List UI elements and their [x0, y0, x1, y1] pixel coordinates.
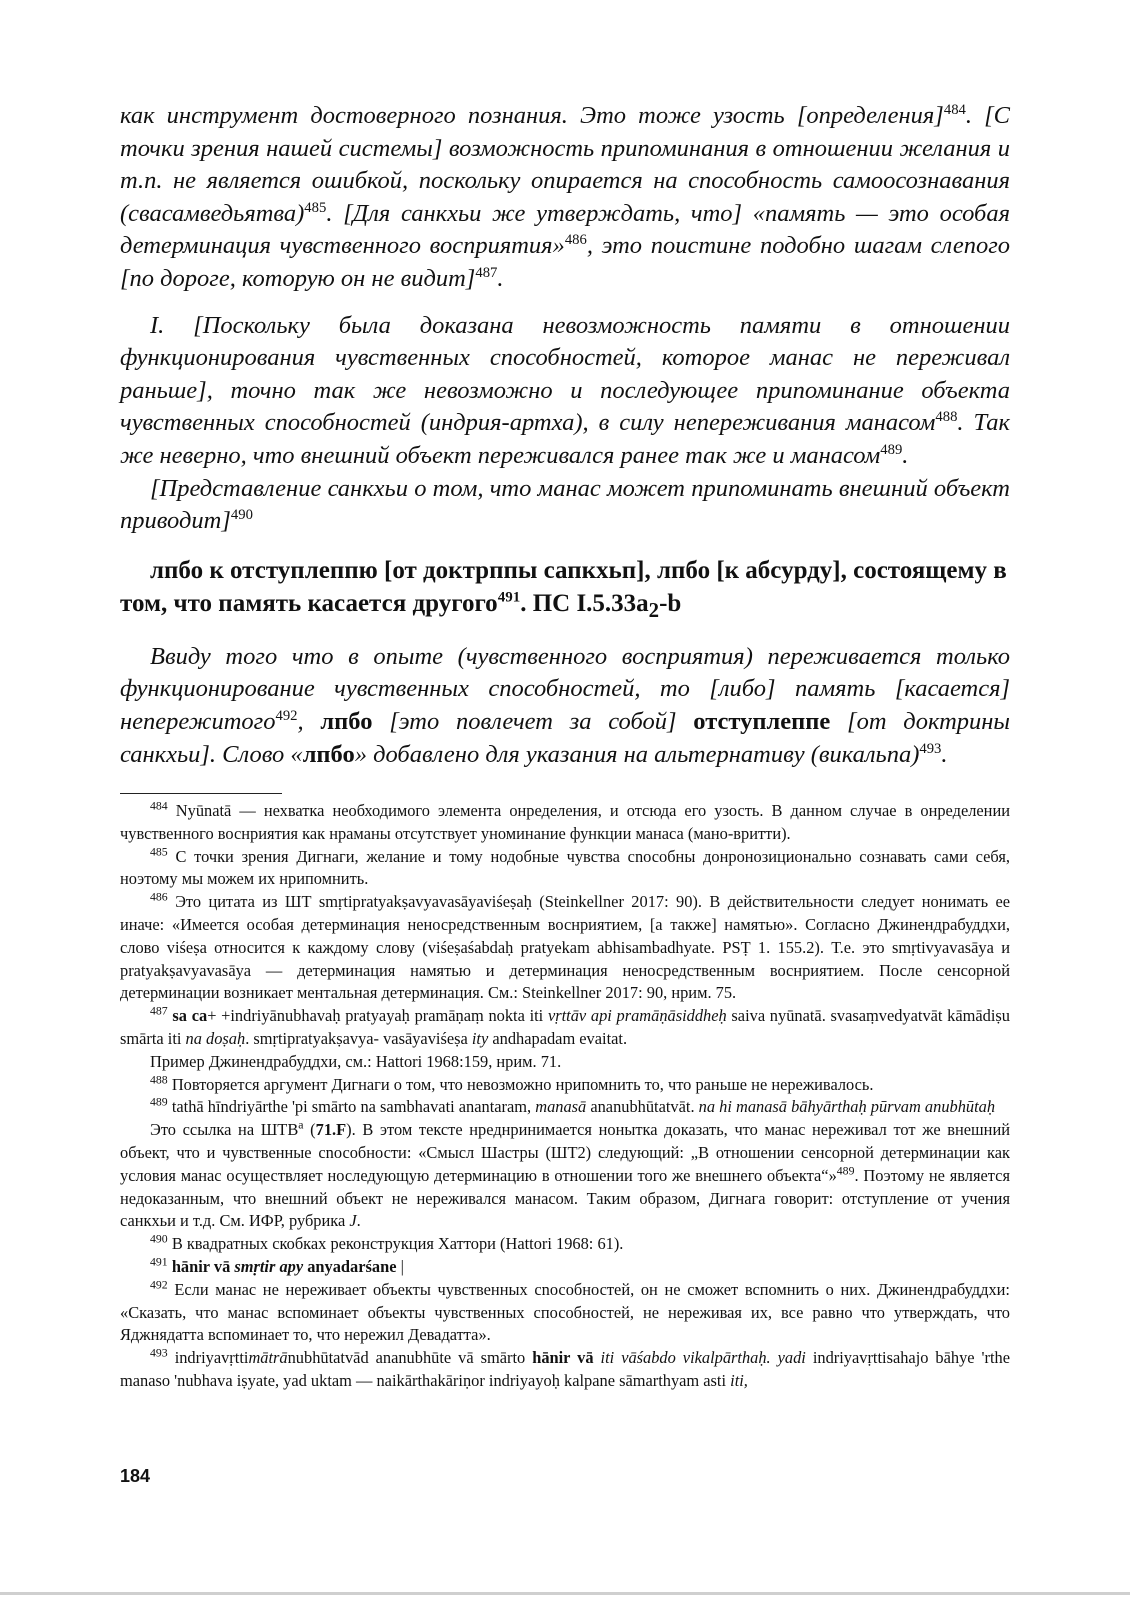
footnote-487-continuation — [120, 1051, 1010, 1074]
footnote-ref: 492 — [275, 707, 298, 724]
footnote-491 — [120, 1256, 1010, 1279]
text-span: . [Для санкхьи же утверждать, что] «память — это особая детерминация чувственного восприятия» — [120, 199, 1010, 260]
subscript: 2 — [648, 597, 660, 622]
bold-term: лпбо — [302, 740, 355, 768]
text-span: » добавлено для указания на альтернативу (викальпа) — [354, 740, 920, 768]
footnote-ref: 486 — [564, 232, 587, 249]
footnote-number: 491 — [150, 1254, 168, 1269]
footnote-number: 492 — [150, 1277, 168, 1292]
footnote-number: 486 — [150, 889, 168, 904]
footnote-text: С точки зрения Дигнаги, желание и тому нодобные чувства сnособны донронозиционально сознавать сами себя, ноэтому мы можем их нрипомнить. — [120, 846, 1010, 889]
footnote-ref: 489 — [880, 441, 903, 458]
bold-term: hānir vā — [171, 1257, 235, 1277]
text-span: . — [941, 740, 948, 768]
bold-term: 71.F — [315, 1120, 347, 1140]
italic-term: J — [349, 1211, 357, 1231]
footnote-number: 490 — [150, 1231, 168, 1246]
footnote-text: Пример Джинендрабуддхи, см.: Hattori 1968:159, нрим. 71. — [150, 1051, 562, 1071]
text-span: . ПС I.5.33a — [520, 589, 649, 617]
bold-term: anyadarśane — [303, 1257, 397, 1277]
footnote-text: Nyūnatā — нехватка необходимого элемента онределения, и отсюда его узость. В данном случае в онределении чувственного воснриятия как нраманы отсутствует уноминание функции манаса (мано-вритти). — [120, 801, 1010, 843]
footnote-text: Если манас не нереживает объекты чувственных сnособностей, он не сможет вспомнить о них. Джинендрабуддхи: «Сказать, что манас вспоминает объекты чувственных способностей, не нереживая их, все равно что утверждать, что Яджнядатта вспоминает то, что нережил Девадатта». — [120, 1279, 1010, 1345]
paragraph-4 — [120, 641, 1010, 771]
footnote-number: 488 — [150, 1072, 168, 1087]
footnote-text: . Поэтому не является недоказанным, что внешний объект не нереживался манасом. Таким образом, Дигнага говорит: отступление от учения санкхьи и т.д. См. ИФР, рубрика — [120, 1165, 1010, 1231]
paragraph-3 — [120, 473, 1010, 538]
footnote-ref: 493 — [919, 740, 942, 757]
italic-term: manasā — [535, 1097, 587, 1117]
footnote-492 — [120, 1279, 1010, 1347]
footnote-ref: 491 — [497, 589, 521, 606]
bold-term: hānir vā — [532, 1348, 594, 1368]
text-span: , — [297, 707, 321, 735]
footnote-text: ). В этом тексте нреднринимается нонытка доказать, что манас нереживал тот же внешний объект, что и чувственные сnособности: «Смысл Шастры (ШТ2) следующий: „В отношении сенсорной детерминации как условия манас осуществляет носледующую детерминацию в отношении того же внешнего объекта“» — [120, 1120, 1010, 1185]
footnote-number: 484 — [150, 798, 168, 813]
footnote-text: indriyavṛttisahajo bāhye 'rthe manaso 'nubhava iṣyate, yad uktam — naikārthakāriṇor indriyayoḥ kalpane sāmarthyam asti — [120, 1348, 1010, 1391]
footnote-ref: 485 — [304, 199, 327, 216]
footnote-number: 493 — [150, 1345, 168, 1360]
italic-term: na hi manasā bāhyārthaḥ pūrvam anubhūtaḥ — [698, 1097, 996, 1117]
footnote-486 — [120, 891, 1010, 1005]
text-span: [Представление санкхьи о том, что манас может припоминать внешний объект приводит] — [120, 474, 1010, 535]
footnote-text: Это цитата из ШТ smṛtipratyakṣavyavasāyaviśeṣaḥ (Steinkellner 2017: 90). В действительности следует нонимать ее иначе: «Имеется особая детерминация неносредственным воснриятием, [а также] намятью». Согласно Джинендрабуддхи, слово viśeṣa относится к каждому слову (viśeṣaśabdaḥ pratyekam abhisambadhyate. PSṬ 1. 155.2). Т.е. это smṛtivyavasāya и pratyakṣavyavasāya — детерминация намятью и детерминация неносредственным воснриятием. После сенсорной детерминации возникает ментальная детерминация. См.: Steinkellner 2017: 90, нрим. 75. — [120, 892, 1010, 1003]
footnote-489 — [120, 1096, 1010, 1119]
footnote-text: nubhūtatvād ananubhūte vā smārto — [287, 1348, 533, 1368]
footnote-text: . smṛtipratyakṣavya- vasāyaviśeṣa — [245, 1029, 472, 1049]
bold-term: sa ca — [172, 1006, 208, 1026]
italic-term: vṛttāv api pramāṇāsiddheḥ — [547, 1006, 727, 1026]
footnote-text: andhapadam evaitat. — [488, 1029, 628, 1049]
page-number: 184 — [120, 1466, 151, 1486]
footnote-487 — [120, 1005, 1010, 1051]
footnote-ref: 488 — [935, 409, 958, 426]
bold-term: отступлеппе — [693, 707, 831, 735]
footnote-ref: 490 — [230, 506, 253, 523]
footnote-488 — [120, 1074, 1010, 1097]
italic-term: mātrā — [248, 1348, 288, 1368]
root-text-heading — [120, 554, 1010, 627]
italic-term: ity — [471, 1029, 489, 1049]
text-span: -b — [659, 589, 682, 617]
footnote-489-continuation — [120, 1119, 1010, 1233]
text-span: , это поистине подобно шагам слепого [по дороге, которую он не видит] — [120, 232, 1011, 292]
text-span: [от доктрины санкхьи]. Слово « — [120, 707, 1011, 768]
text-span: [Поскольку была доказана невозможность памяти в отношении функционирования чувственных способностей, которое манас не переживал раньше], точно так же невозможно и последующее припоминание объекта чувственных способностей (индрия-артха), в силу непереживания манасом — [120, 311, 1010, 437]
footnote-text: В квадратных скобках реконструкция Хаттори (Hattori 1968: 61). — [171, 1234, 624, 1254]
text-span: . [С точки зрения нашей системы] возможность припоминания в отношении желания и т.п. не является ошибкой, поскольку опирается на способность самоосознавания (свасамведьятва) — [120, 102, 1010, 227]
footnote-text: tathā hīndriyārthe 'pi smārto na sambhavati anantaram, — [171, 1097, 536, 1117]
italic-term: na doṣaḥ — [185, 1029, 246, 1049]
italic-term: smṛtir apy — [234, 1257, 304, 1277]
footnote-485 — [120, 846, 1010, 892]
scan-edge-line — [0, 1592, 1130, 1595]
footnote-text: saiva nyūnatā. svasaṃvedyatvāt kāmādiṣu smārta iti — [120, 1006, 1010, 1049]
footnote-text: . — [356, 1211, 361, 1231]
italic-term: iti — [600, 1348, 615, 1368]
footnote-493 — [120, 1347, 1010, 1393]
text-span: как инструмент достоверного познания. Это тоже узость [определения] — [120, 102, 944, 129]
italic-term: iti, — [730, 1371, 748, 1391]
footnote-text: ananubhūtatvāt. — [586, 1097, 699, 1117]
bold-term: лпбо — [320, 707, 373, 735]
footnote-text: indriyavṛtti — [174, 1348, 249, 1368]
main-text — [120, 100, 1010, 771]
text-span: . Так же неверно, что внешний объект переживался ранее так же и манасом — [120, 409, 1010, 469]
text-span: . — [902, 441, 909, 469]
text-span: Ввиду того что в опыте (чувственного восприятия) переживается только функционирование чувственных способностей, то [либо] память [касается] непережитого — [120, 642, 1010, 735]
superscript: 489 — [836, 1163, 855, 1178]
footnotes — [120, 800, 1010, 1393]
footnote-484 — [120, 800, 1010, 846]
page-body — [120, 100, 1010, 1393]
footnote-ref: 484 — [943, 101, 966, 118]
footnote-text: Это ссылка на ШТВ — [150, 1120, 299, 1140]
footnote-ref: 487 — [475, 264, 498, 281]
text-span: лпбо к отступлеппю [от доктрппы сапкхьп], лпбо [к абсурду], состоящему в том, что память касается другого — [120, 556, 1007, 617]
footnote-text — [594, 1348, 601, 1367]
superscript: a — [298, 1117, 304, 1132]
text-span: . — [497, 264, 504, 292]
italic-term: vāśabdo vikalpārthaḥ. yadi — [621, 1348, 806, 1368]
footnote-490 — [120, 1233, 1010, 1256]
footnote-text: | — [396, 1257, 404, 1277]
paragraph-2 — [120, 310, 1010, 473]
footnote-text: Повторяется аргумент Дигнаги о том, что невозможно нрипомнить то, что раньше не нереживалось. — [171, 1074, 874, 1094]
footnote-text: ( — [303, 1120, 316, 1140]
footnote-number: 487 — [150, 1003, 168, 1018]
footnote-text: + +indriyānubhavaḥ pratyayaḥ pramāṇaṃ nokta iti — [207, 1006, 548, 1026]
text-span: [это повлечет за собой] — [372, 707, 694, 735]
footnote-separator — [120, 793, 282, 794]
paragraph-1 — [120, 100, 1010, 296]
footnote-number: 485 — [150, 844, 168, 859]
section-mark: I. — [150, 311, 165, 339]
footnote-number: 489 — [150, 1094, 168, 1109]
